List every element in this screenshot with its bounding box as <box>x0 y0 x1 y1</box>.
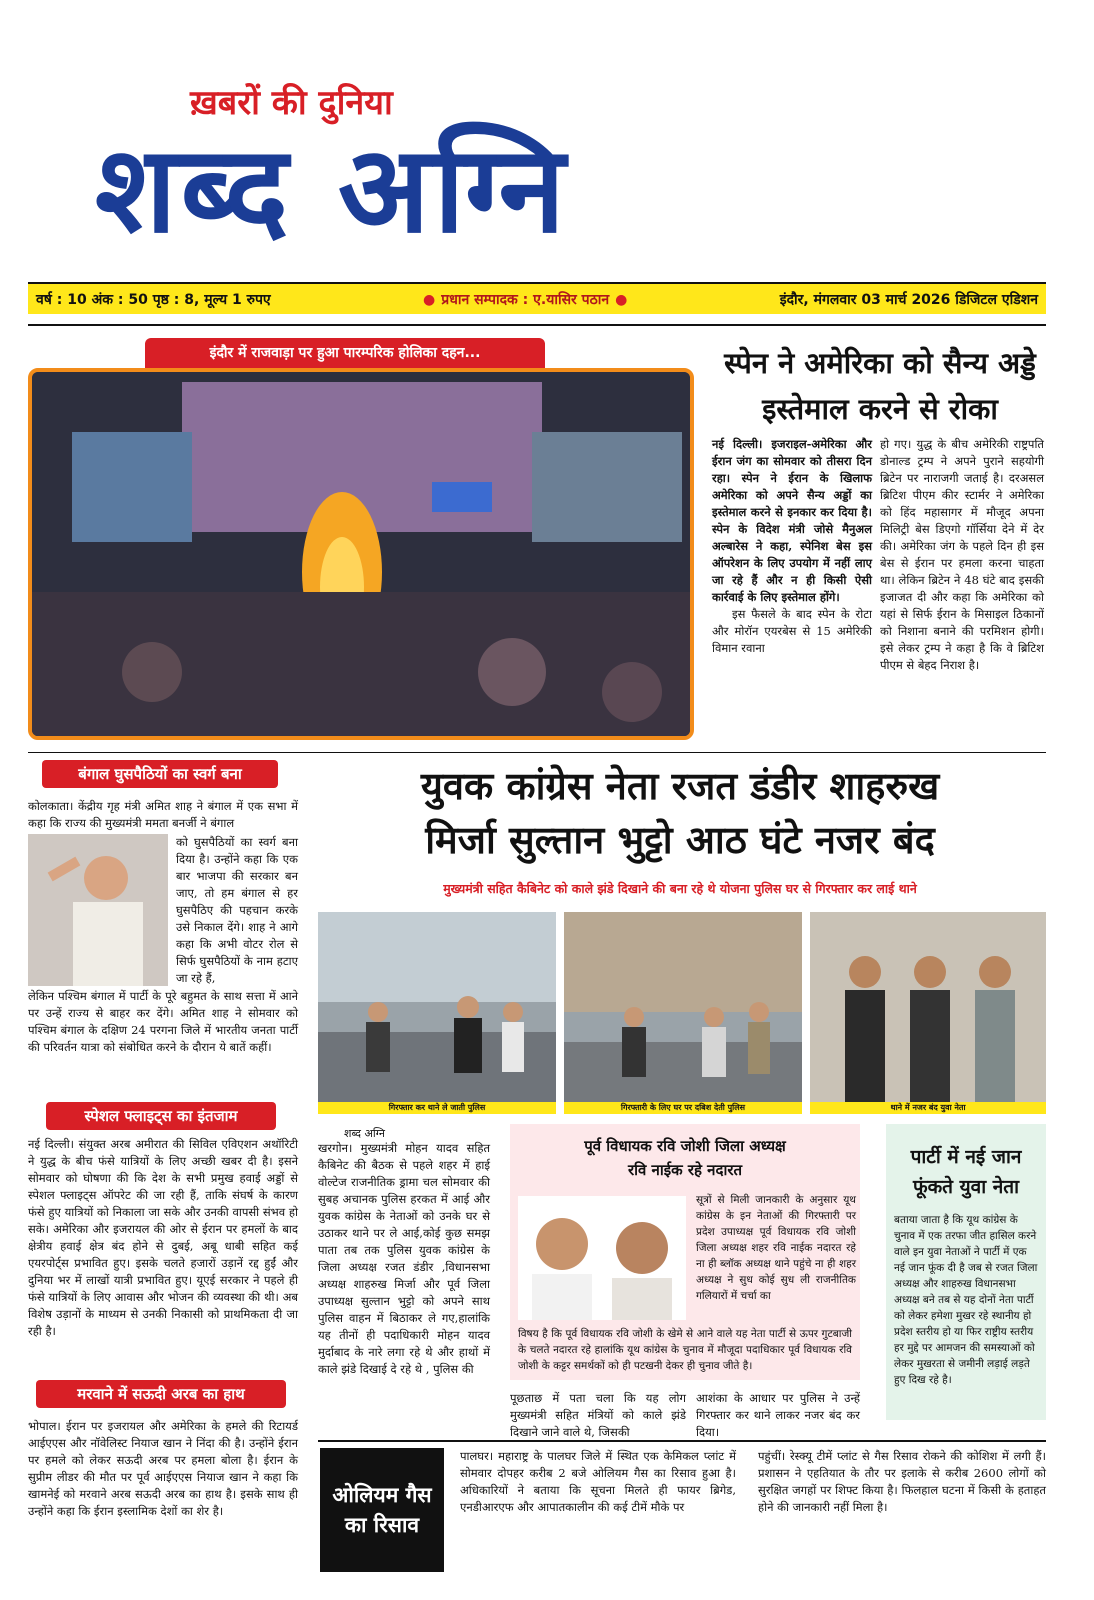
arrest-photo-1 <box>318 912 556 1102</box>
raid-illustration <box>564 912 802 1102</box>
arrest-photo-3 <box>810 912 1046 1102</box>
bengal-side: को घुसपैठियों का स्वर्ग बना दिया है। उन्होंने कहा कि एक बार भाजपा की सरकार बन जाए, तो हम बंगाल से हर घुसपैठिए की पहचान करके उसे निकाल देंगे। शाह ने आगे कहा कि अभी वोटर रोल से सिर्फ घुसपैठियों के नाम हटाए जा रहे हैं, <box>176 835 298 985</box>
caption-2: गिरफ्तारी के लिए घर पर दबिश देती पुलिस <box>564 1102 802 1114</box>
portraits-illustration <box>518 1196 686 1320</box>
congress-body-2: पूछताछ में पता चला कि यह लोग मुख्यमंत्री सहित मंत्रियों को काले झंडे दिखाने जाने वाले थे, जिसकी <box>510 1391 686 1439</box>
joshi-bottom: विषय है कि पूर्व विधायक रवि जोशी के खेमे से आने वाले यह नेता पार्टी से ऊपर गुटबाजी के चलते नदारत रहे हालांकि यूथ कांग्रेस के चुनाव में मौजूदा पदाधिकार पूर्व विधायक रवि जोशी के कट्टर समर्थकों को ही पटखनी देकर ही चुनाव जीते है। <box>518 1328 852 1372</box>
congress-body: खरगोन। मुख्यमंत्री मोहन यादव सहित कैबिनेट की बैठक से पहले शहर में हाई वोल्टेज राजनीतिक ड्रामा चल सोमवार की सुबह अचानक पुलिस हरकत में आई और युवक कांग्रेस के नेताओं को उनके घर से उठाकर थाने पर ले आई,कोई कुछ समझ पाता तब तक पुलिस युवक कांग्रेस के जिला अध्यक्ष रजत डंडीर ,विधानसभा अध्यक्ष शाहरुख मिर्जा और पूर्व जिला उपाध्यक्ष सुल्तान भुट्टो को अपने साथ पुलिस वाहन में बिठाकर ले गए,हालांकि यह तीनों ही पदाधिकारी मोहन यादव मुर्दाबाद के नारे लगा रहे थे और हाथों में काले झंडे दिखाई दे रहे थे , पुलिस की <box>318 1141 490 1376</box>
speaker-illustration <box>28 834 168 986</box>
gas-kicker: ओलियम गैस का रिसाव <box>320 1448 444 1572</box>
issue-info: वर्ष : 10 अंक : 50 पृष्ठ : 8, मूल्य 1 रुपए <box>36 291 271 308</box>
byline: शब्द अग्नि <box>344 1127 385 1140</box>
date-info: इंदौर, मंगलवार 03 मार्च 2026 डिजिटल एडिशन <box>779 291 1038 308</box>
masthead-tagline: ख़बरों की दुनिया <box>190 83 393 123</box>
spain-headline: स्पेन ने अमेरिका को सैन्य अड्डे इस्तेमाल करने से रोका <box>724 346 1036 426</box>
spain-col2: हो गए। युद्ध के बीच अमेरिकी राष्ट्रपति डोनाल्ड ट्रम्प ने अपने पुराने सहयोगी ब्रिटेन पर नाराजगी जताई है। दरअसल ब्रिटिश पीएम कीर स्टार्मर ने अमेरिका को हिंद महासागर में मौजूद अपना मिलिट्री बेस डिएगो गॉर्सिया देने में देर की। अमेरिका जंग के पहले दिन ही इस बेस से ईरान पर हमला करना चाहता था। लेकिन ब्रिटेन ने 48 घंटे बाद इसकी इजाजत दी और कहा कि अमेरिका को यहां से सिर्फ ईरान के मिसाइल ठिकानों को निशाना बनाने की परमिशन होगी। इसे लेकर ट्रम्प ने कहा है कि वे ब्रिटिश पीएम से बेहद निराश है। <box>880 437 1044 672</box>
bengal-kicker: बंगाल घुसपैठियों का स्वर्ग बना <box>42 760 278 788</box>
amit-shah-photo <box>28 834 168 986</box>
congress-headline-1: युवक कांग्रेस नेता रजत डंडीर शाहरुख <box>420 763 940 808</box>
bengal-lead: कोलकाता। केंद्रीय गृह मंत्री अमित शाह ने बंगाल में एक सभा में कहा कि राज्य की मुख्यमंत्री ममता बनर्जी ने बंगाल <box>28 799 298 830</box>
editor-info: प्रधान सम्पादक : ए.यासिर पठान <box>441 291 610 308</box>
congress-headline-2: मिर्जा सुल्तान भुट्टो आठ घंटे नजर बंद <box>425 817 935 862</box>
saudi-kicker: मरवाने में सऊदी अरब का हाथ <box>36 1380 286 1408</box>
bengal-rest: लेकिन पश्चिम बंगाल में पार्टी के पूरे बहुमत के साथ सत्ता में आने पर उन्हें राज्य से बाहर कर देंगे। अमित शाह ने सोमवार को पश्चिम बंगाल के दक्षिण 24 परगना जिले में भारतीय जनता पार्टी की परिवर्तन यात्रा को संबोधित करने के दौरान ये बातें कहीं। <box>28 989 298 1054</box>
arrest-photo-2 <box>564 912 802 1102</box>
joshi-photos <box>518 1196 686 1320</box>
caption-1: गिरफ्तार कर थाने ले जाती पुलिस <box>318 1102 556 1114</box>
congress-body-3: आशंका के आधार पर पुलिस ने उन्हें गिरफ्तार कर थाने लाकर नजर बंद कर दिया। <box>696 1391 860 1439</box>
youth-body: बताया जाता है कि यूथ कांग्रेस के चुनाव में एक तरफा जीत हासिल करने वाले इन युवा नेताओं ने पार्टी में एक नई जान फूंक दी है जब से रजत जिला अध्यक्ष और शाहरुख विधानसभा अध्यक्ष बने तब से यह दोनों नेता पार्टी को लेकर हमेशा मुखर रहे स्थानीय हो प्रदेश स्तरीय हो या फिर राष्ट्रीय स्तरीय हर मुद्दे पर आमजन की समस्याओं को लेकर मुखरता से जमीनी लड़ाई लड़ते हुए दिख रहे है। <box>894 1214 1038 1386</box>
joshi-headline-2: रवि नाईक रहे नदारत <box>627 1161 743 1179</box>
bullet-icon: ● <box>615 291 628 308</box>
flights-kicker: स्पेशल फ्लाइट्स का इंतजाम <box>46 1102 276 1130</box>
detained-illustration <box>810 912 1046 1102</box>
arrest-illustration <box>318 912 556 1102</box>
holika-illustration <box>32 372 690 736</box>
caption-3: थाने में नजर बंद युवा नेता <box>810 1102 1046 1114</box>
congress-subhead: मुख्यमंत्री सहित कैबिनेट को काले झंडे दिखाने की बना रहे थे योजना पुलिस घर से गिरफ्तार कर लाई थाने <box>443 881 917 896</box>
holika-photo <box>28 368 694 740</box>
divider <box>318 1440 1046 1442</box>
youth-headline: पार्टी में नई जान फूंकते युवा नेता <box>910 1146 1022 1198</box>
spain-col1 <box>712 436 872 657</box>
spain-col1-cont: इस फैसले के बाद स्पेन के रोटा और मोरॉन एयरबेस से 15 अमेरिकी विमान रवाना <box>712 607 872 655</box>
edition-strip <box>28 282 1046 314</box>
masthead-title: शब्द अग्नि <box>95 119 570 260</box>
flights-body: नई दिल्ली। संयुक्त अरब अमीरात की सिविल एविएशन अथॉरिटी ने युद्ध के बीच फंसे यात्रियों के लिए अच्छी खबर दी है। इसने सोमवार को घोषणा की कि देश के सभी प्रमुख हवाई अड्डों से स्पेशल फ्लाइट्स ऑपरेट की जा रही हैं, ताकि संघर्ष के कारण फंसे हुए यात्रियों को निकाला जा सके और उनकी वापसी संभव हो सके। अमेरिका और इजरायल की ओर से ईरान पर हमलों के बाद क्षेत्रीय हवाई क्षेत्र बंद होने से दुबई, अबू धाबी सहित कई एयरपोर्ट्स प्रभावित हुए। इसके चलते हजारों उड़ानें रद्द हुईं और दुनिया भर में लाखों यात्री प्रभावित हुए। यूएई सरकार ने पहले ही फंसे यात्रियों के लिए आवास और भोजन की व्यवस्था की थी। अब विशेष उड़ानों के माध्यम से उनकी निकासी को प्राथमिकता दी जा रही है। <box>28 1137 298 1338</box>
divider <box>28 324 1046 326</box>
gas-col2: पहुंचीं। रेस्क्यू टीमें प्लांट से गैस रिसाव रोकने की कोशिश में लगी हैं। प्रशासन ने एहतियात के तौर पर इलाके से करीब 2600 लोगों को सुरक्षित जगहों पर शिफ्ट किया है। फिलहाल घटना में किसी के हताहत होने की जानकारी नहीं मिला है। <box>758 1449 1046 1514</box>
joshi-side: सूत्रों से मिली जानकारी के अनुसार यूथ कांग्रेस के इन नेताओं की गिरफ्तारी पर प्रदेश उपाध्यक्ष पूर्व विधायक रवि जोशी जिला अध्यक्ष शहर रवि नाईक नदारत रहे ना ही ब्लॉक अध्यक्ष थाने पहुंचे ना ही शहर अध्यक्ष ने सुध कोई सुध ली राजनीतिक गलियारों में चर्चा का <box>696 1194 856 1302</box>
holika-banner: इंदौर में राजवाड़ा पर हुआ पारम्परिक होलिका दहन... <box>145 338 545 368</box>
spain-lead: नई दिल्ली। इजराइल-अमेरिका और ईरान जंग का सोमवार को तीसरा दिन रहा। स्पेन ने ईरान के खिलाफ अमेरिका को अपने सैन्य अड्डों का इस्तेमाल करने से इनकार कर दिया है। स्पेन के विदेश मंत्री जोसे मैनुअल अल्बारेस ने कहा, स्पेनिश बेस इस ऑपरेशन के लिए उपयोग में नहीं लाए जा रहे हैं और न ही किसी ऐसी कार्रवाई के लिए इस्तेमाल होंगे। <box>712 437 872 604</box>
divider <box>28 752 1046 753</box>
bullet-icon: ● <box>423 291 436 308</box>
joshi-headline-1: पूर्व विधायक रवि जोशी जिला अध्यक्ष <box>584 1137 786 1155</box>
gas-col1: पालघर। महाराष्ट्र के पालघर जिले में स्थित एक केमिकल प्लांट में सोमवार दोपहर करीब 2 बजे ओलियम गैस का रिसाव हुआ है। अधिकारियों ने बताया कि सूचना मिलते ही फायर ब्रिगेड, एनडीआरएफ और आपातकालीन की कई टीमें मौके पर <box>460 1449 736 1514</box>
saudi-body: भोपाल। ईरान पर इजरायल और अमेरिका के हमले की रिटायर्ड आईएएस और नॉवेलिस्ट नियाज खान ने निंदा की है। उन्होंने ईरान पर हमले को लेकर सऊदी अरब पर हमला बोला है। ईरान के सुप्रीम लीडर की मौत पर पूर्व आईएएस नियाज खान ने कहा कि खामनेई को मरवाने अरब सऊदी अरब का हाथ है। इसके साथ ही उन्होंने कहा कि ईरान इस्लामिक देशों का शेर है। <box>28 1419 298 1518</box>
